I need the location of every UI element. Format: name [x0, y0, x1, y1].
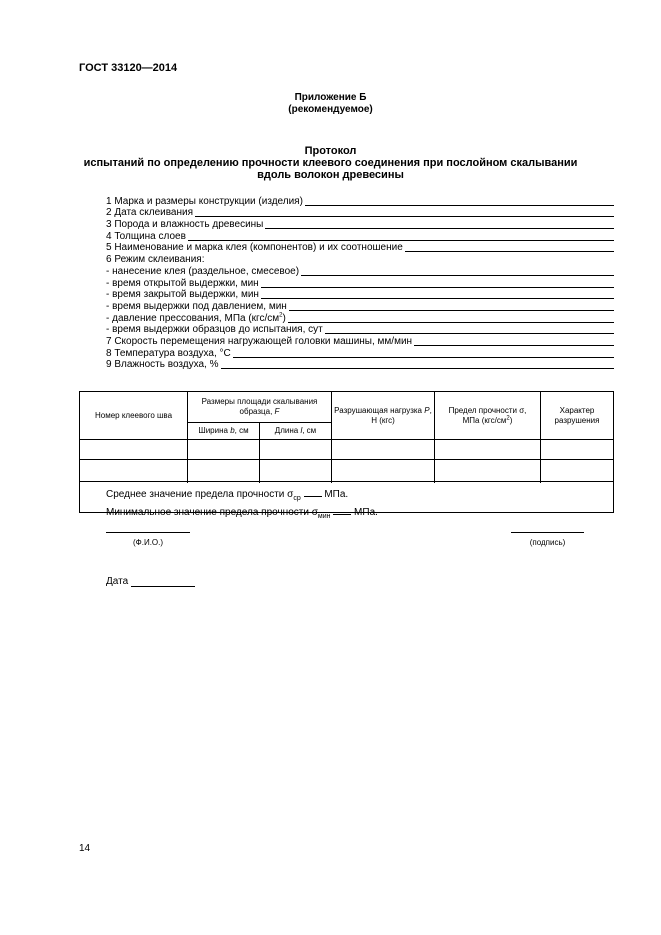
summary-block	[106, 487, 378, 523]
protocol-subtitle-line1: испытаний по определению прочности клеевого соединения при послойном скалывании	[83, 157, 578, 169]
summary-average: Среднее значение предела прочности $\sigma_{ср}$ МПа.	[106, 489, 349, 502]
average-blank[interactable]	[304, 487, 322, 497]
date-label: Дата	[106, 576, 129, 587]
field-conditioning-time: - время выдержки образцов до испытания, сут	[106, 324, 614, 336]
fill-line[interactable]	[233, 348, 614, 358]
field-glue-date: 2 Дата склеивания	[106, 207, 614, 219]
fill-line[interactable]	[325, 324, 614, 334]
signature-line[interactable]	[511, 532, 584, 533]
col-header-failure-load: Разрушающая нагрузка P, Н (кгс)	[334, 405, 432, 425]
fill-line[interactable]	[188, 231, 614, 241]
col-header-width: Ширина b, см	[198, 426, 249, 435]
fill-line[interactable]	[261, 278, 614, 288]
annex-title: Приложение Б	[294, 92, 367, 103]
name-signature-line[interactable]	[106, 532, 190, 533]
col-header-length: Длина l, см	[274, 426, 317, 435]
protocol-subtitle-line2: вдоль волокон древесины	[257, 169, 404, 181]
field-wood-species: 3 Порода и влажность древесины	[106, 218, 614, 230]
date-field	[106, 576, 195, 587]
field-glue-mode: 6 Режим склеивания:	[106, 254, 205, 266]
grid-line	[80, 439, 613, 440]
protocol-title: Протокол	[304, 145, 357, 157]
field-glue-name: 5 Наименование и марка клея (компонентов) и их соотношение	[106, 242, 614, 254]
summary-minimum: Минимальное значение предела прочности $\sigma_{мин}$ МПа.	[106, 507, 378, 520]
col-header-failure-type: Характер разрушения	[554, 405, 600, 425]
field-glue-application: - нанесение клея (раздельное, смесевое)	[106, 265, 614, 277]
col-header-seam-number: Номер клеевого шва	[94, 410, 173, 420]
annex-heading	[0, 92, 661, 116]
fill-line[interactable]	[301, 266, 614, 276]
date-line[interactable]	[131, 577, 195, 587]
fill-line[interactable]	[288, 313, 614, 323]
page-number: 14	[79, 843, 91, 854]
fill-line[interactable]	[265, 219, 614, 229]
fill-line[interactable]	[405, 242, 614, 252]
field-construction: 1 Марка и размеры конструкции (изделия)	[106, 195, 614, 207]
name-caption: (Ф.И.О.)	[132, 538, 164, 547]
document-header: ГОСТ 33120—2014	[79, 62, 178, 74]
field-closed-time: - время закрытой выдержки, мин	[106, 289, 614, 301]
fill-line[interactable]	[261, 289, 614, 299]
signature-caption: (подпись)	[529, 538, 566, 547]
grid-line	[80, 459, 613, 460]
minimum-blank[interactable]	[333, 505, 351, 515]
field-pressing-pressure: - давление прессования, МПа $(кгс/см^2)$	[106, 312, 614, 324]
field-open-time: - время открытой выдержки, мин	[106, 277, 614, 289]
col-header-strength: Предел прочности σ, МПа $(кгс/см^2)$	[448, 405, 527, 425]
protocol-fields	[106, 195, 614, 370]
field-head-speed: 7 Скорость перемещения нагружающей головки машины, мм/мин	[106, 335, 614, 347]
fill-line[interactable]	[289, 301, 614, 311]
col-header-shear-area: Размеры площади скалывания образца, F	[201, 397, 318, 416]
annex-subtitle: (рекомендуемое)	[288, 104, 373, 115]
field-pressure-time: - время выдержки под давлением, мин	[106, 300, 614, 312]
field-layer-thickness: 4 Толщина слоев	[106, 230, 614, 242]
protocol-heading	[0, 145, 661, 181]
grid-line	[80, 481, 613, 482]
fill-line[interactable]	[305, 196, 614, 206]
fill-line[interactable]	[221, 359, 615, 369]
field-air-temperature: 8 Температура воздуха, °С	[106, 347, 614, 359]
fill-line[interactable]	[414, 336, 614, 346]
fill-line[interactable]	[195, 207, 614, 217]
field-air-humidity: 9 Влажность воздуха, %	[106, 359, 614, 371]
